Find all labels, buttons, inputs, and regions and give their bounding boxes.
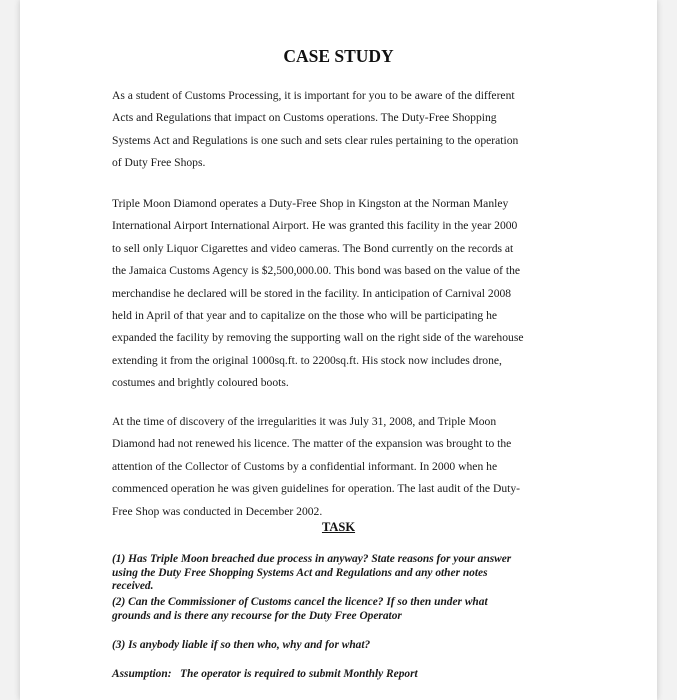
- document-page: [20, 0, 657, 700]
- question-line: (3) Is anybody liable if so then who, why and for what?: [112, 639, 371, 651]
- assumption-line: Assumption: The operator is required to submit Monthly Report: [112, 668, 418, 680]
- question-2: [112, 596, 582, 623]
- text-line: Free Shop was conducted in December 2002.: [112, 504, 323, 518]
- facility-paragraph: [112, 193, 572, 395]
- intro-paragraph: [112, 85, 572, 175]
- assumption-note: [112, 668, 582, 682]
- text-line: to sell only Liquor Cigarettes and video cameras. The Bond currently on the records at: [112, 241, 514, 255]
- question-3: [112, 639, 582, 653]
- text-line: Triple Moon Diamond operates a Duty-Free Shop in Kingston at the Norman Manley: [112, 197, 509, 210]
- text-line: Acts and Regulations that impact on Customs operations. The Duty-Free Shopping: [112, 111, 497, 125]
- text-line: At the time of discovery of the irregularities it was July 31, 2008, and Triple Moon: [112, 415, 497, 428]
- text-line: held in April of that year and to capitalize on the those who will be participating he: [112, 308, 498, 322]
- text-line: International Airport International Airport. He was granted this facility in the year 2000: [112, 219, 518, 233]
- question-1: [112, 553, 582, 594]
- text-line: Diamond had not renewed his licence. The matter of the expansion was brought to the: [112, 437, 512, 451]
- text-line: costumes and brightly coloured boots.: [112, 376, 289, 390]
- text-line: extending it from the original 1000sq.ft. to 2200sq.ft. His stock now includes drone,: [112, 353, 502, 367]
- text-line: the Jamaica Customs Agency is $2,500,000.00. This bond was based on the value of the: [112, 264, 521, 278]
- task-heading: TASK: [321, 520, 356, 534]
- text-line: Systems Act and Regulations is one such and sets clear rules pertaining to the operation: [112, 133, 519, 147]
- text-line: commenced operation he was given guidelines for operation. The last audit of the Duty-: [112, 482, 521, 496]
- text-line: expanded the facility by removing the supporting wall on the right side of the warehouse: [112, 331, 524, 345]
- question-line: received.: [112, 580, 154, 592]
- text-line: merchandise he declared will be stored in the facility. In anticipation of Carnival 2008: [112, 286, 512, 300]
- page-title: CASE STUDY: [283, 46, 394, 66]
- text-line: of Duty Free Shops.: [112, 156, 206, 170]
- text-line: As a student of Customs Processing, it is important for you to be aware of the different: [112, 89, 515, 102]
- question-line: grounds and is there any recourse for the Duty Free Operator: [112, 609, 402, 622]
- question-line: using the Duty Free Shopping Systems Act and Regulations and any other notes: [112, 566, 488, 579]
- text-line: attention of the Collector of Customs by a confidential informant. In 2000 when he: [112, 459, 498, 473]
- discovery-paragraph: [112, 411, 572, 523]
- question-line: (2) Can the Commissioner of Customs cancel the licence? If so then under what: [112, 596, 488, 608]
- question-line: (1) Has Triple Moon breached due process in anyway? State reasons for your answer: [112, 553, 512, 565]
